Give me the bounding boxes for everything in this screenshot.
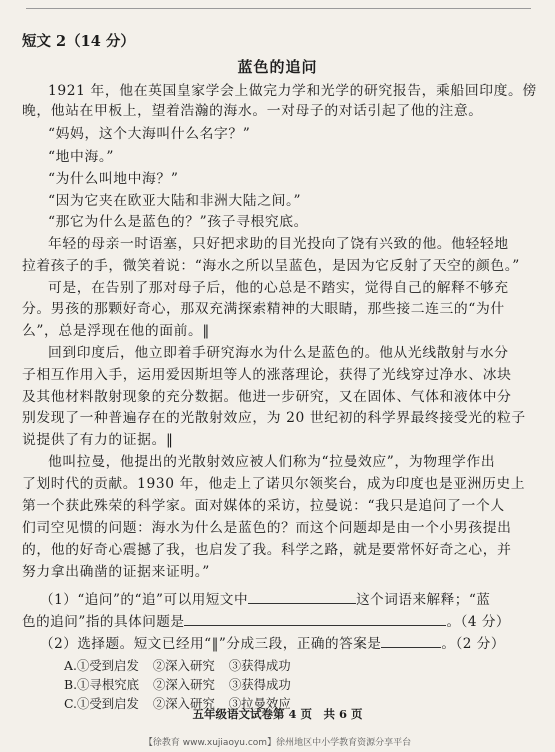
passage-line: 晚，他站在甲板上，望着浩瀚的海水。一对母子的对话引起了他的注意。 bbox=[22, 103, 483, 119]
option-part-2: ②深入研究 bbox=[152, 696, 215, 711]
answer-blank-2[interactable] bbox=[184, 613, 446, 626]
question-2-line bbox=[40, 632, 505, 652]
passage-line: 么”，总是浮现在他的面前。‖ bbox=[22, 323, 210, 339]
question-1-line-2 bbox=[22, 610, 510, 630]
passage-line: 的，他的好奇心震撼了我，也启发了我。科学之路，就是要常怀好奇之心，并 bbox=[22, 542, 512, 558]
option-label: A. bbox=[64, 658, 77, 673]
question-2-score: 。（2 分） bbox=[441, 636, 505, 652]
page-footer: 五年级语文试卷第 4 页 共 6 页 bbox=[192, 707, 363, 721]
passage-line: 说提供了有力的证据。‖ bbox=[22, 432, 174, 448]
question-1-score: 。（4 分） bbox=[446, 614, 511, 630]
passage-line: “地中海。” bbox=[48, 149, 114, 165]
answer-blank-3[interactable] bbox=[381, 635, 441, 648]
question-2-text: （2）选择题。短文已经用“‖”分成三段，正确的答案是 bbox=[40, 636, 382, 652]
top-rule bbox=[26, 8, 531, 9]
passage-line: 别发现了一种普遍存在的光散射效应，为 20 世纪初的科学界最终接受光的粒子 bbox=[22, 410, 526, 426]
passage-line: 拉着孩子的手，微笑着说：“海水之所以呈蓝色，是因为它反射了天空的颜色。” bbox=[22, 258, 520, 274]
passage-line: “为什么叫地中海？” bbox=[48, 171, 179, 187]
passage-line: “因为它夹在欧亚大陆和非洲大陆之间。” bbox=[48, 193, 302, 209]
answer-blank-1[interactable] bbox=[248, 591, 356, 604]
passage-title: 蓝色的追问 bbox=[237, 58, 318, 76]
passage-line: 可是，在告别了那对母子后，他的心总是不踏实，觉得自己的解释不够充 bbox=[48, 280, 509, 296]
option-part-2: ②深入研究 bbox=[152, 677, 215, 692]
passage-line: 分。男孩的那颗好奇心，那双充满探索精神的大眼睛，那些接二连三的“为什 bbox=[22, 301, 505, 317]
option-part-1: ①寻根究底 bbox=[77, 677, 139, 692]
passage-line: 1921 年，他在英国皇家学会上做完力学和光学的研究报告，乘船回印度。傍 bbox=[48, 83, 537, 99]
passage-line: 努力拿出确凿的证据来证明。” bbox=[22, 564, 210, 580]
section-heading: 短文 2（14 分） bbox=[22, 33, 135, 50]
option-label: C. bbox=[64, 696, 77, 711]
option-part-3: ③获得成功 bbox=[228, 658, 291, 673]
question-1-text-a: （1）“追问”的“追”可以用短文中 bbox=[40, 592, 249, 608]
passage-line: 子相互作用入手，运用爱因斯坦等人的涨落理论，获得了光线穿过净水、冰块 bbox=[22, 367, 512, 383]
option-part-1: ①受到启发 bbox=[76, 658, 139, 673]
option-a[interactable] bbox=[64, 656, 291, 674]
question-1-text-c: 色的追问”指的具体问题是 bbox=[22, 614, 185, 630]
passage-line: “那它为什么是蓝色的？”孩子寻根究底。 bbox=[48, 214, 309, 230]
passage-line: 回到印度后，他立即着手研究海水为什么是蓝色的。他从光线散射与水分 bbox=[48, 345, 509, 361]
passage-line: 了划时代的贡献。1930 年，他走上了诺贝尔领奖台，成为印度也是亚洲历史上 bbox=[22, 476, 526, 492]
option-part-1: ①受到启发 bbox=[76, 696, 139, 711]
option-label: B. bbox=[64, 677, 78, 692]
question-1-line-1 bbox=[40, 588, 490, 608]
passage-line: 他叫拉曼，他提出的光散射效应被人们称为“拉曼效应”，为物理学作出 bbox=[48, 454, 496, 470]
passage-line: 及其他材料散射现象的充分数据。他进一步研究，又在固体、气体和液体中分 bbox=[22, 389, 512, 405]
option-b[interactable] bbox=[64, 675, 291, 693]
passage-line: “妈妈，这个大海叫什么名字？” bbox=[48, 126, 251, 142]
option-part-3: ③获得成功 bbox=[228, 677, 291, 692]
question-1-text-b: 这个词语来解释；“蓝 bbox=[356, 592, 491, 608]
watermark-text: 【徐教育 www.xujiaoyu.com】徐州地区中小学教育资源分享平台 bbox=[143, 738, 412, 748]
passage-line: 们司空见惯的问题：海水为什么是蓝色的？而这个问题却是由一个小男孩提出 bbox=[22, 520, 512, 536]
option-part-3: ③拉曼效应 bbox=[228, 696, 291, 711]
passage-line: 年轻的母亲一时语塞，只好把求助的目光投向了饶有兴致的他。他轻轻地 bbox=[48, 236, 509, 252]
option-part-2: ②深入研究 bbox=[152, 658, 215, 673]
passage-line: 第一个获此殊荣的科学家。面对媒体的采访，拉曼说：“我只是追问了一个人 bbox=[22, 498, 505, 514]
